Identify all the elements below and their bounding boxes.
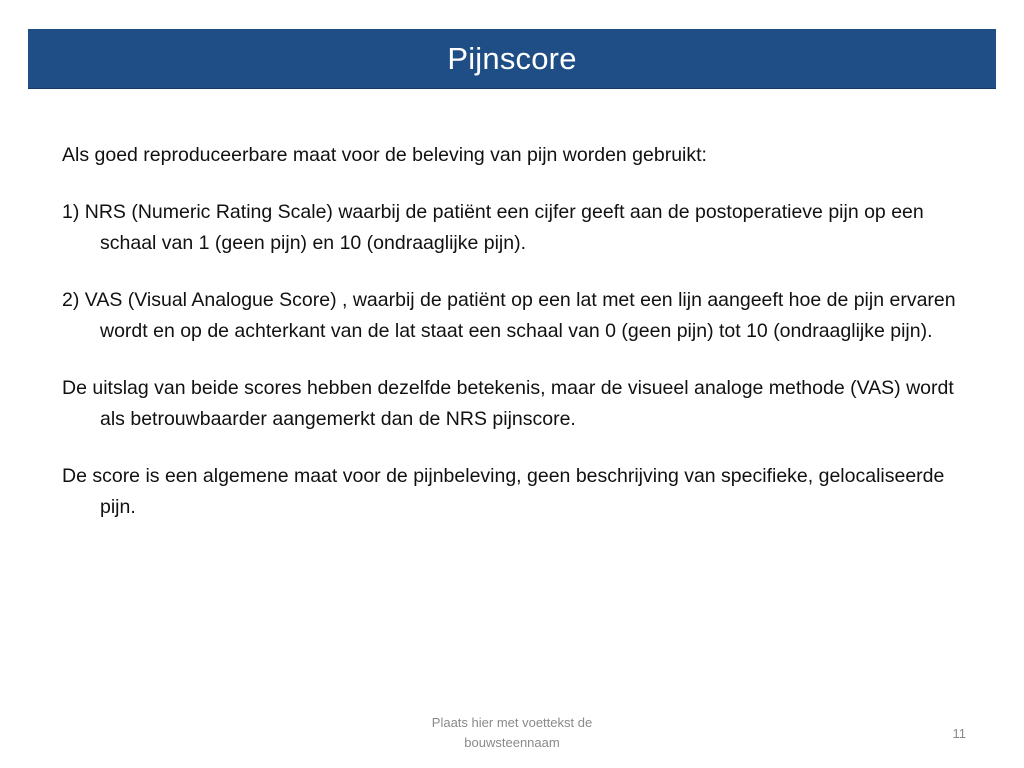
slide-body [62,140,972,549]
slide-title: Pijnscore [447,41,577,76]
comparison-paragraph: De uitslag van beide scores hebben dezelfde betekenis, maar de visueel analoge methode (VAS) wordt als betrouwbaarder aangemerkt dan de NRS pijnscore. [62,377,954,430]
footer-text: Plaats hier met voettekst de bouwsteennaam [431,715,593,750]
intro-paragraph: Als goed reproduceerbare maat voor de beleving van pijn worden gebruikt: [62,144,707,166]
page-number: 11 [952,726,966,741]
slide-title-bar [28,29,996,89]
nrs-paragraph: 1) NRS (Numeric Rating Scale) waarbij de patiënt een cijfer geeft aan de postoperatieve pijn op een schaal van 1 (geen pijn) en 10 (ondraaglijke pijn). [62,201,924,254]
general-measure-paragraph: De score is een algemene maat voor de pijnbeleving, geen beschrijving van specifieke, gelocaliseerde pijn. [62,465,945,518]
vas-paragraph: 2) VAS (Visual Analogue Score) , waarbij de patiënt op een lat met een lijn aangeeft hoe de pijn ervaren wordt en op de achterkant van de lat staat een schaal van 0 (geen pijn) tot 10 (ondraaglijke pijn). [62,289,956,342]
